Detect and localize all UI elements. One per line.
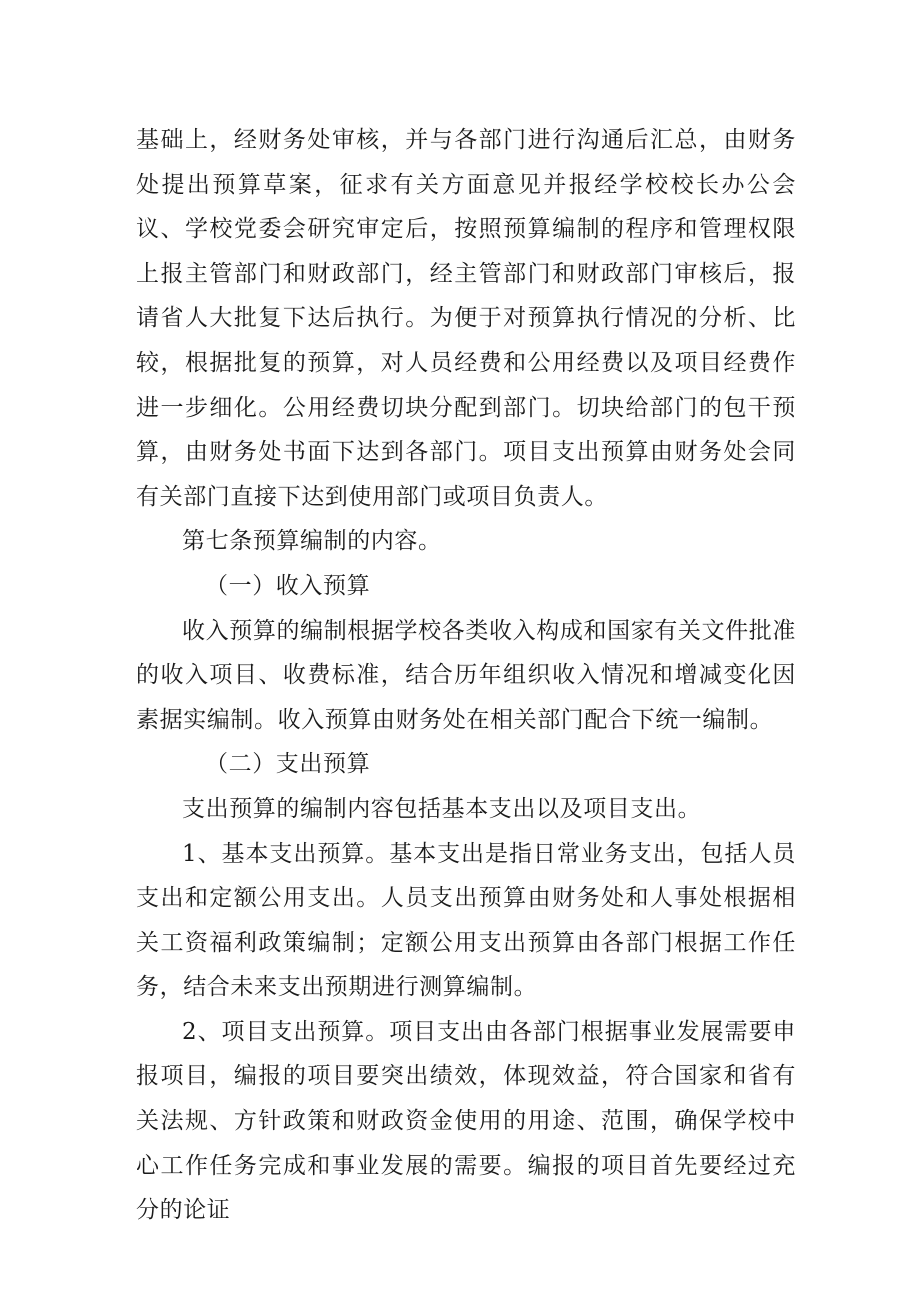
paragraph-budget-approval: 基础上，经财务处审核，并与各部门进行沟通后汇总，由财务处提出预算草案，征求有关方面意见并报经学校校长办公会议、学校党委会研究审定后，按照预算编制的程序和管理权限上报主管部门和财政部门，经主管部门和财政部门审核后，报请省人大批复下达后执行。为便于对预算执行情况的分析、比较，根据批复的预算，对人员经费和公用经费以及项目经费作进一步细化。公用经费切块分配到部门。切块给部门的包干预算，由财务处书面下达到各部门。项目支出预算由财务处会同有关部门直接下达到使用部门或项目负责人。 [136, 127, 796, 510]
section-income-budget-heading: （一）收入预算 [205, 572, 371, 599]
paragraph-income-budget: 收入预算的编制根据学校各类收入构成和国家有关文件批准的收入项目、收费标准，结合历年组织收入情况和增减变化因素据实编制。收入预算由财务处在相关部门配合下统一编制。 [136, 617, 796, 733]
paragraph-expenditure-overview: 支出预算的编制内容包括基本支出以及项目支出。 [182, 795, 702, 822]
paragraph-basic-expenditure: 1、基本支出预算。基本支出是指日常业务支出，包括人员支出和定额公用支出。人员支出预算由财务处和人事处根据相关工资福利政策编制；定额公用支出预算由各部门根据工作任务，结合未来支出预期进行测算编制。 [136, 840, 796, 1001]
section-expenditure-budget-heading: （二）支出预算 [205, 751, 371, 778]
article-7-heading: 第七条预算编制的内容。 [182, 528, 442, 555]
document-body [136, 118, 796, 1233]
paragraph-project-expenditure: 2、项目支出预算。项目支出由各部门根据事业发展需要申报项目，编报的项目要突出绩效，体现效益，符合国家和省有关法规、方针政策和财政资金使用的用途、范围，确保学校中心工作任务完成和事业发展的需要。编报的项目首先要经过充分的论证 [136, 1018, 796, 1224]
